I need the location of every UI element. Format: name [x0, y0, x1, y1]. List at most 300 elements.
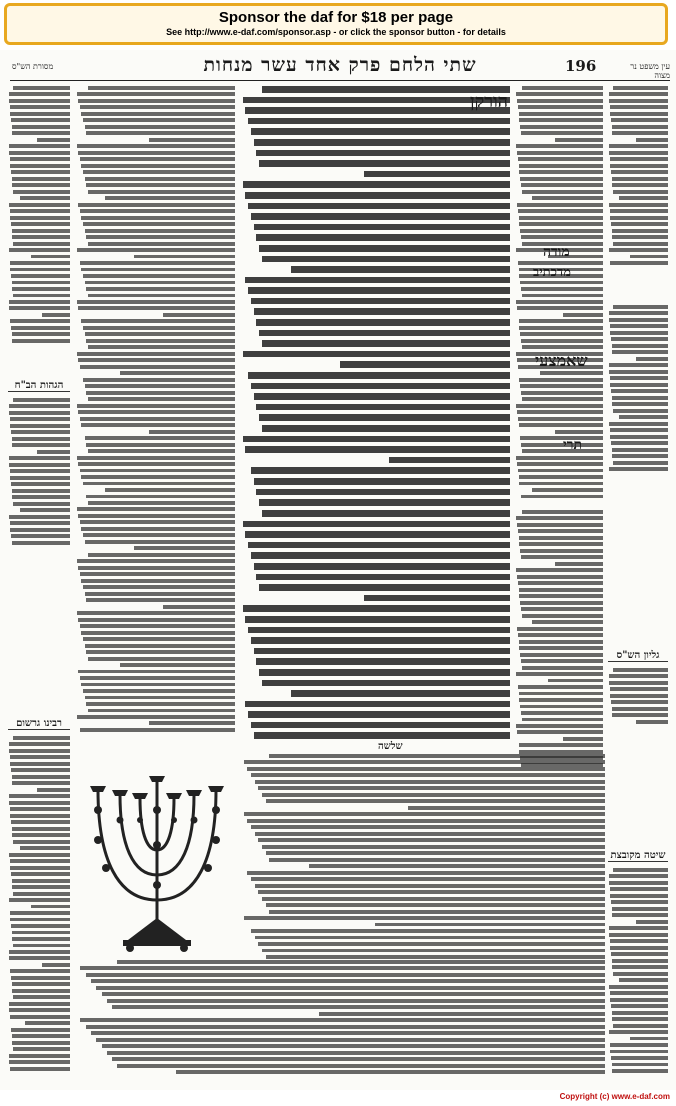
text-line: [77, 144, 235, 148]
text-line: [9, 1008, 70, 1012]
text-line: [9, 456, 70, 460]
text-line: [611, 337, 668, 341]
ein-mishpat-label: עין משפט נר מצוה: [630, 62, 670, 80]
text-line: [78, 618, 235, 622]
text-line: [517, 730, 603, 734]
text-line: [251, 929, 605, 933]
text-line: [521, 711, 603, 715]
text-line: [80, 572, 235, 576]
text-line: [86, 235, 235, 239]
text-block: [75, 86, 235, 732]
tosafot-column-2: [515, 510, 603, 770]
text-line: [609, 681, 668, 685]
text-line: [619, 196, 668, 200]
commentary-bottom: [240, 754, 605, 966]
text-line: [612, 402, 668, 406]
text-line: [10, 164, 70, 168]
text-line: [612, 1017, 668, 1021]
text-line: [86, 287, 235, 291]
text-line: [612, 235, 668, 239]
text-line: [9, 515, 70, 519]
text-line: [517, 575, 603, 579]
text-line: [609, 370, 668, 374]
text-line: [612, 713, 668, 717]
text-line: [83, 637, 235, 641]
text-line: [266, 851, 605, 855]
text-line: [609, 92, 668, 96]
text-line: [245, 616, 510, 623]
text-line: [532, 488, 603, 492]
text-line: [555, 138, 603, 142]
text-line: [364, 171, 510, 178]
text-line: [522, 666, 603, 670]
text-line: [163, 313, 235, 317]
text-line: [88, 294, 235, 298]
text-line: [10, 417, 70, 421]
text-line: [81, 423, 235, 427]
text-line: [612, 454, 668, 458]
text-line: [610, 383, 668, 387]
text-line: [81, 164, 235, 168]
text-line: [85, 384, 235, 388]
text-line: [243, 521, 510, 528]
text-line: [10, 762, 70, 766]
text-line: [10, 157, 70, 161]
text-line: [612, 959, 668, 963]
text-line: [20, 508, 70, 512]
text-line: [102, 992, 606, 996]
text-line: [613, 409, 668, 413]
text-block: [240, 510, 510, 739]
text-line: [636, 720, 668, 724]
text-line: [256, 658, 510, 665]
tosafot-column: [515, 86, 603, 506]
text-line: [12, 229, 70, 233]
text-line: [519, 222, 603, 226]
text-line: [521, 607, 603, 611]
text-line: [78, 462, 235, 466]
text-line: [88, 86, 235, 90]
text-line: [563, 313, 603, 317]
text-line: [610, 331, 668, 335]
text-line: [78, 151, 235, 155]
text-line: [81, 631, 235, 635]
text-line: [517, 99, 603, 103]
text-line: [520, 125, 603, 129]
text-line: [13, 840, 70, 844]
text-line: [96, 986, 605, 990]
text-line: [11, 534, 70, 538]
text-line: [12, 489, 70, 493]
word-sheamtzai: שאמצעי: [535, 351, 588, 370]
gilyon-title: גליון הש"ס: [608, 650, 668, 662]
text-line: [532, 196, 603, 200]
text-line: [9, 956, 70, 960]
text-line: [12, 235, 70, 239]
text-line: [80, 966, 605, 970]
text-line: [258, 890, 605, 894]
text-line: [258, 786, 605, 790]
text-line: [37, 450, 70, 454]
text-line: [609, 422, 668, 426]
text-line: [9, 300, 70, 304]
text-line: [612, 448, 668, 452]
text-line: [516, 724, 603, 728]
text-line: [107, 999, 605, 1003]
text-line: [85, 436, 235, 440]
text-line: [609, 248, 668, 252]
text-line: [80, 1018, 605, 1022]
text-line: [10, 424, 70, 428]
text-line: [518, 469, 603, 473]
text-line: [10, 911, 70, 915]
text-line: [81, 683, 235, 687]
text-block: [515, 86, 603, 498]
text-line: [12, 177, 70, 181]
text-line: [91, 1031, 605, 1035]
text-block: [8, 398, 70, 545]
text-line: [254, 732, 511, 739]
text-line: [77, 507, 235, 511]
text-line: [77, 352, 235, 356]
text-line: [517, 462, 603, 466]
text-line: [262, 425, 510, 432]
text-line: [609, 874, 668, 878]
text-line: [611, 700, 668, 704]
gemara-top: [240, 86, 510, 506]
text-line: [521, 339, 603, 343]
text-line: [112, 1005, 605, 1009]
text-line: [10, 859, 70, 863]
text-line: [258, 838, 605, 842]
text-line: [611, 952, 668, 956]
text-line: [247, 819, 605, 823]
text-line: [259, 330, 510, 337]
text-line: [245, 277, 510, 284]
rabbeinu-column: [8, 736, 70, 1076]
text-line: [610, 998, 668, 1002]
text-line: [522, 510, 603, 514]
text-line: [612, 907, 668, 911]
text-line: [83, 170, 235, 174]
text-line: [519, 542, 603, 546]
text-line: [78, 203, 235, 207]
text-line: [609, 318, 668, 322]
text-line: [612, 707, 668, 711]
text-line: [83, 326, 235, 330]
text-line: [77, 248, 235, 252]
text-line: [609, 933, 668, 937]
text-line: [610, 1050, 668, 1054]
text-line: [88, 242, 235, 246]
text-line: [517, 203, 603, 207]
text-line: [112, 1057, 605, 1061]
text-line: [266, 955, 605, 959]
text-line: [518, 417, 603, 421]
page-header: [10, 54, 670, 81]
text-line: [519, 743, 603, 747]
text-line: [88, 397, 235, 401]
text-line: [83, 482, 235, 486]
text-line: [13, 86, 70, 90]
text-line: [259, 499, 510, 506]
text-line: [609, 203, 668, 207]
text-line: [609, 674, 668, 678]
text-line: [251, 773, 605, 777]
text-line: [245, 446, 510, 453]
text-line: [256, 574, 510, 581]
text-line: [548, 679, 603, 683]
text-line: [613, 972, 668, 976]
text-line: [611, 900, 668, 904]
text-line: [521, 287, 603, 291]
rabbeinu-title: רבינו גרשום: [8, 718, 70, 730]
text-line: [532, 620, 603, 624]
text-line: [612, 350, 668, 354]
text-line: [609, 926, 668, 930]
text-line: [80, 261, 235, 265]
text-line: [612, 183, 668, 187]
text-line: [85, 229, 235, 233]
text-line: [83, 585, 235, 589]
text-line: [610, 209, 668, 213]
mishnah-label: שלשה: [378, 741, 403, 752]
text-line: [86, 443, 235, 447]
text-line: [519, 482, 603, 486]
text-line: [244, 760, 605, 764]
text-line: [176, 1070, 605, 1074]
text-line: [519, 378, 603, 382]
text-line: [251, 877, 605, 881]
text-line: [610, 216, 668, 220]
text-line: [520, 384, 603, 388]
text-line: [262, 340, 510, 347]
text-block: [75, 960, 605, 1074]
text-line: [77, 456, 235, 460]
text-line: [13, 736, 70, 740]
text-line: [519, 698, 603, 702]
text-line: [12, 1041, 70, 1045]
text-line: [12, 931, 70, 935]
hagahot-column: [8, 398, 70, 548]
text-line: [611, 118, 668, 122]
sponsor-banner[interactable]: [4, 3, 668, 45]
text-line: [11, 118, 70, 122]
text-line: [259, 584, 510, 591]
text-line: [88, 657, 235, 661]
text-line: [613, 868, 668, 872]
text-line: [609, 151, 668, 155]
text-line: [522, 190, 603, 194]
text-line: [613, 305, 668, 309]
text-line: [266, 903, 605, 907]
text-line: [85, 540, 235, 544]
text-line: [9, 151, 70, 155]
text-line: [9, 411, 70, 415]
shita-column: [608, 868, 668, 1078]
rashi-column: [75, 86, 235, 746]
ein-mishpat-column: [608, 86, 668, 266]
text-line: [102, 1044, 606, 1048]
text-line: [81, 579, 235, 583]
text-line: [262, 949, 605, 953]
text-line: [521, 555, 603, 559]
text-line: [78, 99, 235, 103]
text-line: [516, 568, 603, 572]
masoret-column: [8, 86, 70, 376]
text-line: [521, 131, 603, 135]
text-line: [610, 428, 668, 432]
text-line: [291, 690, 510, 697]
text-line: [12, 982, 70, 986]
text-block: [240, 86, 510, 506]
text-line: [247, 767, 605, 771]
text-line: [254, 478, 511, 485]
masoret-label: מסורת הש"ס: [12, 62, 54, 71]
text-line: [120, 371, 235, 375]
text-line: [9, 144, 70, 148]
text-line: [519, 692, 603, 696]
text-line: [251, 722, 510, 729]
text-line: [522, 718, 603, 722]
text-line: [611, 389, 668, 393]
text-line: [80, 105, 235, 109]
menorah-illustration: [78, 750, 236, 955]
text-line: [9, 853, 70, 857]
text-line: [12, 885, 70, 889]
text-line: [262, 897, 605, 901]
text-line: [563, 737, 603, 741]
text-line: [519, 594, 603, 598]
text-line: [149, 721, 235, 725]
text-line: [9, 1054, 70, 1058]
text-line: [78, 306, 235, 310]
text-line: [256, 234, 510, 241]
text-line: [86, 339, 235, 343]
text-line: [612, 396, 668, 400]
text-line: [83, 222, 235, 226]
text-line: [42, 963, 70, 967]
text-line: [12, 339, 70, 343]
text-line: [80, 469, 235, 473]
sponsor-subtitle[interactable]: See http://www.e-daf.com/sponsor.asp - or click the sponsor button - for details: [166, 27, 506, 37]
text-line: [609, 467, 668, 471]
text-line: [10, 209, 70, 213]
text-line: [12, 879, 70, 883]
text-line: [248, 287, 510, 294]
text-line: [612, 1069, 668, 1073]
text-line: [520, 653, 603, 657]
text-line: [12, 827, 70, 831]
text-line: [610, 105, 668, 109]
text-line: [243, 181, 510, 188]
text-line: [522, 397, 603, 401]
text-line: [85, 592, 235, 596]
text-line: [256, 404, 510, 411]
text-line: [516, 300, 603, 304]
text-line: [243, 436, 510, 443]
text-line: [251, 128, 510, 135]
text-line: [255, 884, 605, 888]
text-line: [611, 1056, 668, 1060]
text-line: [291, 266, 510, 273]
text-line: [251, 637, 510, 644]
page-number: 196: [565, 57, 597, 75]
text-line: [11, 820, 70, 824]
text-line: [256, 150, 510, 157]
text-line: [25, 1021, 70, 1025]
text-line: [10, 814, 70, 818]
text-line: [78, 566, 235, 570]
text-line: [117, 1064, 605, 1068]
text-line: [78, 358, 235, 362]
text-line: [85, 125, 235, 129]
text-line: [612, 965, 668, 969]
text-block: [608, 868, 668, 1073]
text-line: [613, 190, 668, 194]
text-line: [10, 521, 70, 525]
text-line: [86, 183, 235, 187]
text-line: [10, 918, 70, 922]
text-line: [517, 151, 603, 155]
text-line: [10, 1015, 70, 1019]
text-line: [611, 441, 668, 445]
text-line: [12, 775, 70, 779]
copyright-link[interactable]: Copyright (c) www.e-daf.com: [559, 1092, 670, 1101]
text-line: [11, 170, 70, 174]
text-line: [105, 196, 235, 200]
text-line: [518, 685, 603, 689]
text-line: [636, 920, 668, 924]
text-line: [258, 942, 605, 946]
text-line: [12, 541, 70, 545]
text-line: [519, 475, 603, 479]
text-line: [12, 443, 70, 447]
text-line: [520, 601, 603, 605]
text-line: [254, 648, 511, 655]
text-block: [608, 668, 668, 724]
text-line: [96, 1038, 605, 1042]
word-midkhtiv: מדכתיב: [533, 265, 571, 280]
text-line: [254, 224, 511, 231]
opening-word: הורקן: [470, 91, 509, 112]
text-line: [31, 255, 70, 259]
gemara-bottom: [240, 510, 510, 750]
text-line: [609, 985, 668, 989]
text-line: [619, 978, 668, 982]
text-line: [9, 794, 70, 798]
text-line: [80, 676, 235, 680]
text-line: [10, 1067, 70, 1071]
text-line: [9, 306, 70, 310]
text-line: [12, 332, 70, 336]
text-line: [262, 256, 510, 263]
text-line: [522, 614, 603, 618]
text-line: [516, 144, 603, 148]
text-line: [540, 371, 603, 375]
text-line: [13, 1047, 70, 1051]
text-line: [12, 781, 70, 785]
text-line: [86, 391, 235, 395]
text-line: [612, 344, 668, 348]
text-line: [522, 86, 603, 90]
text-line: [521, 235, 603, 239]
text-line: [259, 160, 510, 167]
text-line: [10, 319, 70, 323]
text-line: [117, 960, 605, 964]
text-line: [630, 1037, 668, 1041]
text-line: [9, 203, 70, 207]
